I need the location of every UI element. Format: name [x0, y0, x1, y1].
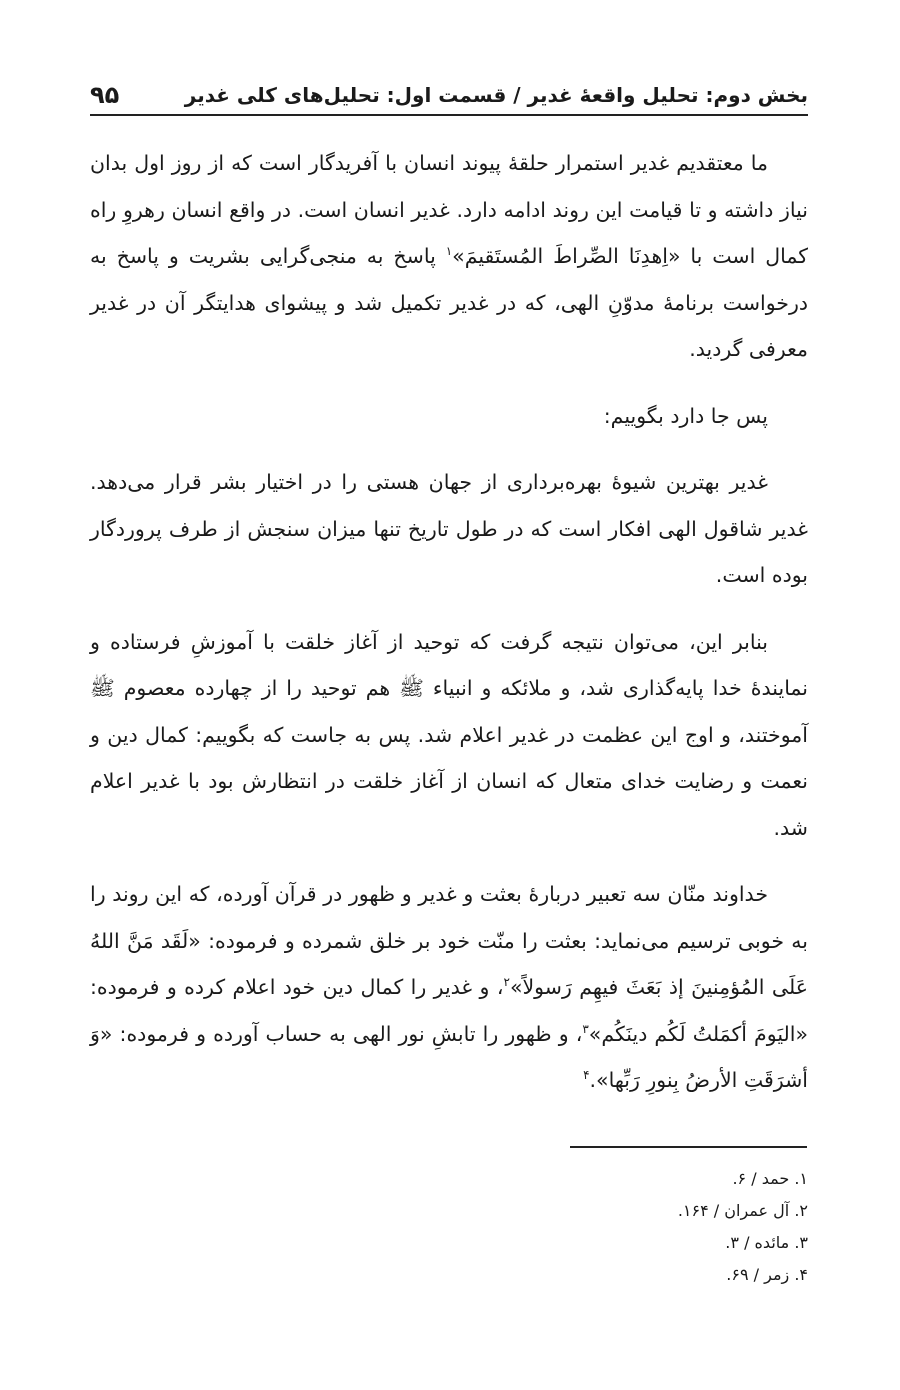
footnotes [488, 1163, 808, 1291]
footnote-ref-3: ۳ [582, 1021, 589, 1036]
page-header [90, 68, 808, 116]
paragraph-5: خداوند منّان سه تعبیر دربارهٔ بعثت و غدیر و ظهور در قرآن آورده، که این روند را به خوبی ترسیم می‌نماید: بعثت را منّت خود بر خلق شمرده و فرموده: «لَقَد مَنَّ اللهُ عَلَی المُؤمِنینَ إذ بَعَثَ فیهِم رَسولاً»$^۲$، و غدیر را کمال دین خود اعلام کرده و فرموده: «الیَومَ أکمَلتُ لَکُم دینَکُم»$^۳$، و ظهور را تابشِ نور الهی به حساب آورده و فرموده: «وَ أشرَقَتِ الأرضُ بِنورِ رَبِّها».$^۴$ [90, 882, 808, 1092]
footnote-1: ۱. حمد / ۶. [732, 1169, 808, 1188]
footnote-divider [570, 1146, 807, 1148]
paragraph-2: پس جا دارد بگوییم: [603, 403, 768, 428]
footnote-2: ۲. آل عمران / ۱۶۴. [677, 1201, 808, 1220]
footnote-3: ۳. مائده / ۳. [725, 1233, 808, 1252]
page-number: ۹۵ [90, 81, 120, 109]
footnote-ref-2: ۲ [503, 975, 510, 990]
main-text [90, 140, 808, 1124]
footnote-4: ۴. زمر / ۶۹. [726, 1265, 808, 1284]
footnote-ref-1: ۱ [445, 244, 453, 259]
paragraph-4: بنابر این، می‌توان نتیجه گرفت که توحید از آغاز خلقت با آموزشِ فرستاده و نمایندهٔ خدا پایه‌گذاری شد، و ملائکه و انبیاء ﷺ هم توحید را از چهارده معصوم ﷺ آموختند، و اوج این عظمت در غدیر اعلام شد. پس به جاست که بگوییم: کمال دین و نعمت و رضایت خدای متعال که انسان از آغاز خلقت در انتظارش بود با غدیر اعلام شد. [90, 629, 808, 840]
footnote-ref-4: ۴ [583, 1068, 590, 1083]
paragraph-1: ما معتقدیم غدیر استمرار حلقهٔ پیوند انسان با آفریدگار است که از روز اول بدان نیاز داشته و تا قیامت این روند ادامه دارد. غدیر انسان است. در واقع انسان رهروِ راه کمال است با «اِهدِنَا الصِّراطَ المُستَقیمَ»$^۱$ پاسخ به منجی‌گرایی بشریت و پاسخ به درخواست برنامهٔ مدوّنِ الهی، که در غدیر تکمیل شد و پیشوای هدایتگر آن در غدیر معرفی گردید. [90, 151, 808, 361]
running-title: بخش دوم: تحلیل واقعهٔ غدیر / قسمت اول: تحلیل‌های کلی غدیر [184, 83, 808, 107]
paragraph-3: غدیر بهترین شیوهٔ بهره‌برداری از جهان هستی را در اختیار بشر قرار می‌دهد. غدیر شاقول الهی افکار است که در طول تاریخ تنها میزان سنجش از طرف پروردگار بوده است. [90, 470, 808, 587]
